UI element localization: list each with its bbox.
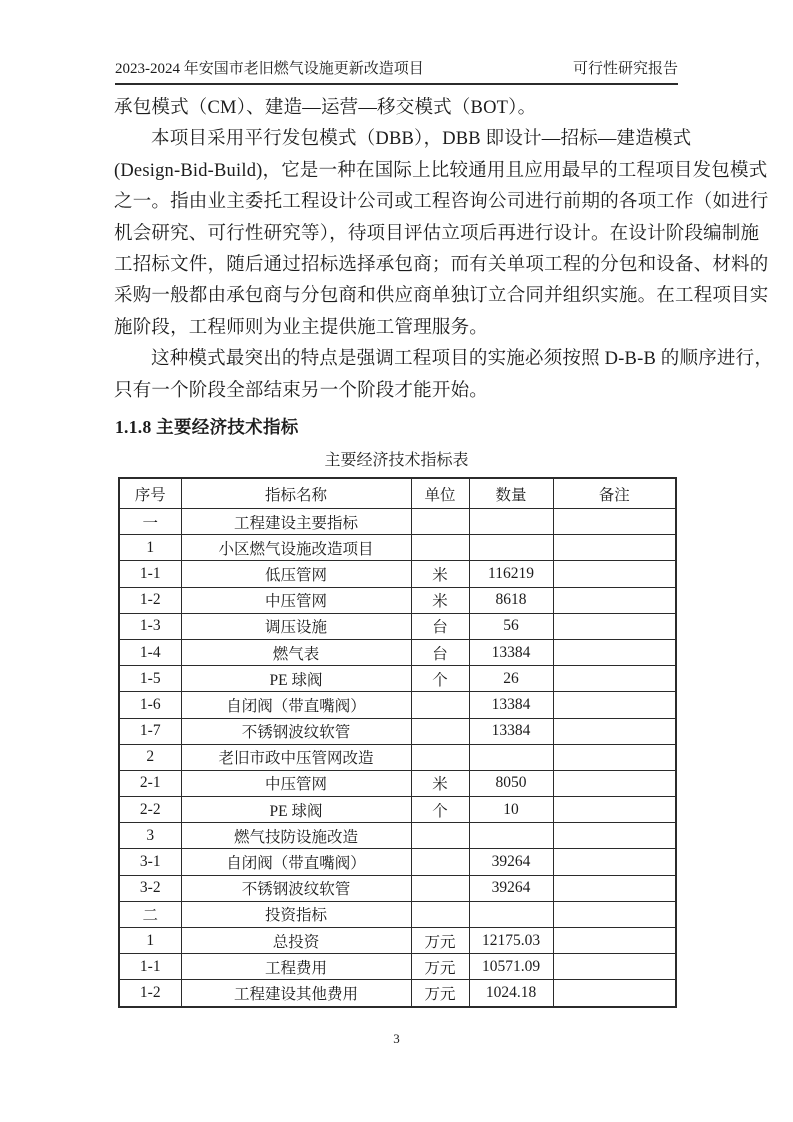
table-cell: 二	[119, 901, 181, 927]
table-row	[119, 639, 676, 665]
table-cell: 2-2	[119, 797, 181, 823]
table-cell: 万元	[411, 928, 469, 954]
table-cell: 个	[411, 797, 469, 823]
table-cell: 米	[411, 561, 469, 587]
table-cell	[469, 535, 553, 561]
table-cell: 工程建设主要指标	[181, 509, 411, 535]
table-cell: 1-7	[119, 718, 181, 744]
table-cell: 个	[411, 666, 469, 692]
table-cell: 1024.18	[469, 980, 553, 1007]
table-cell: 3-2	[119, 875, 181, 901]
table-cell: 自闭阀（带直嘴阀）	[181, 692, 411, 718]
page-number: 3	[393, 1031, 400, 1046]
table-row	[119, 718, 676, 744]
body-line: 这种模式最突出的特点是强调工程项目的实施必须按照 D-B-B 的顺序进行，	[151, 349, 774, 370]
table-cell	[553, 639, 676, 665]
table-cell	[553, 770, 676, 796]
table-row	[119, 744, 676, 770]
table-row	[119, 666, 676, 692]
table-cell: 13384	[469, 692, 553, 718]
table-cell: 老旧市政中压管网改造	[181, 744, 411, 770]
table-title: 主要经济技术指标表	[324, 452, 469, 469]
table-cell	[411, 535, 469, 561]
table-cell	[553, 692, 676, 718]
body-line: 施阶段，工程师则为业主提供施工管理服务。	[114, 317, 489, 338]
table-cell	[411, 823, 469, 849]
column-header: 数量	[469, 478, 553, 509]
body-line: 机会研究、可行性研究等），待项目评估立项后再进行设计。在设计阶段编制施	[114, 223, 760, 244]
table-cell	[553, 509, 676, 535]
table-cell: 米	[411, 587, 469, 613]
indicators-table-body	[119, 509, 676, 1007]
table-cell: 1-1	[119, 561, 181, 587]
table-cell: 低压管网	[181, 561, 411, 587]
table-cell: 工程费用	[181, 954, 411, 980]
table-cell: 39264	[469, 875, 553, 901]
table-cell	[469, 744, 553, 770]
page-header	[115, 57, 678, 85]
table-cell: 1-4	[119, 639, 181, 665]
table-cell	[411, 744, 469, 770]
table-cell: 一	[119, 509, 181, 535]
table-cell: 中压管网	[181, 587, 411, 613]
table-cell: 万元	[411, 954, 469, 980]
table-cell: 工程建设其他费用	[181, 980, 411, 1007]
table-cell: 26	[469, 666, 553, 692]
table-row	[119, 535, 676, 561]
table-cell	[553, 613, 676, 639]
table-row	[119, 770, 676, 796]
body-line: 工招标文件，随后通过招标选择承包商；而有关单项工程的分包和设备、材料的	[114, 254, 769, 275]
table-cell: 万元	[411, 980, 469, 1007]
table-cell: 10	[469, 797, 553, 823]
table-cell	[553, 928, 676, 954]
table-cell	[553, 954, 676, 980]
table-cell: 10571.09	[469, 954, 553, 980]
table-cell: 燃气表	[181, 639, 411, 665]
body-line: 采购一般都由承包商与分包商和供应商单独订立合同并组织实施。在工程项目实	[114, 286, 769, 307]
table-row	[119, 561, 676, 587]
table-row	[119, 875, 676, 901]
header-project-title: 2023-2024 年安国市老旧燃气设施更新改造项目	[115, 61, 424, 77]
header-row	[119, 478, 676, 509]
table-cell: 燃气技防设施改造	[181, 823, 411, 849]
table-cell	[411, 875, 469, 901]
table-cell: 1-6	[119, 692, 181, 718]
table-cell: 13384	[469, 639, 553, 665]
table-cell: 3	[119, 823, 181, 849]
table-cell	[411, 901, 469, 927]
table-row	[119, 587, 676, 613]
table-cell	[553, 849, 676, 875]
table-cell	[469, 901, 553, 927]
table-cell	[411, 849, 469, 875]
section-heading: 1.1.8 主要经济技术指标	[115, 417, 299, 437]
table-cell	[553, 587, 676, 613]
table-row	[119, 509, 676, 535]
table-row	[119, 849, 676, 875]
table-row	[119, 797, 676, 823]
table-row	[119, 954, 676, 980]
table-row	[119, 692, 676, 718]
table-row	[119, 823, 676, 849]
indicators-table	[118, 477, 677, 1008]
table-cell: 56	[469, 613, 553, 639]
table-cell: 台	[411, 613, 469, 639]
table-cell	[553, 875, 676, 901]
table-cell: 自闭阀（带直嘴阀）	[181, 849, 411, 875]
table-cell: 不锈钢波纹软管	[181, 718, 411, 744]
table-cell	[411, 692, 469, 718]
table-cell: 1-2	[119, 980, 181, 1007]
table-cell: 调压设施	[181, 613, 411, 639]
table-cell	[553, 561, 676, 587]
table-cell: 不锈钢波纹软管	[181, 875, 411, 901]
table-row	[119, 613, 676, 639]
column-header: 备注	[553, 478, 676, 509]
table-cell	[553, 823, 676, 849]
table-cell	[553, 980, 676, 1007]
table-cell: 1	[119, 928, 181, 954]
table-cell: 投资指标	[181, 901, 411, 927]
table-cell: 中压管网	[181, 770, 411, 796]
body-line: (Design-Bid-Build)，它是一种在国际上比较通用且应用最早的工程项目发包模式	[114, 160, 768, 181]
table-cell: 1-2	[119, 587, 181, 613]
column-header: 指标名称	[181, 478, 411, 509]
table-cell: 1-1	[119, 954, 181, 980]
table-cell: 8050	[469, 770, 553, 796]
table-cell: 2	[119, 744, 181, 770]
table-cell	[553, 718, 676, 744]
table-cell: PE 球阀	[181, 797, 411, 823]
body-line: 之一。指由业主委托工程设计公司或工程咨询公司进行前期的各项工作（如进行	[114, 192, 769, 213]
table-cell: 总投资	[181, 928, 411, 954]
table-row	[119, 928, 676, 954]
indicators-table-head	[119, 478, 676, 509]
table-cell: 2-1	[119, 770, 181, 796]
table-row	[119, 980, 676, 1007]
table-cell	[469, 509, 553, 535]
body-line: 只有一个阶段全部结束另一个阶段才能开始。	[114, 380, 489, 401]
table-cell: 3-1	[119, 849, 181, 875]
table-cell	[553, 901, 676, 927]
table-cell: 台	[411, 639, 469, 665]
table-cell: 米	[411, 770, 469, 796]
header-doc-type: 可行性研究报告	[572, 61, 678, 77]
table-cell: 8618	[469, 587, 553, 613]
column-header: 单位	[411, 478, 469, 509]
column-header: 序号	[119, 478, 181, 509]
body-text	[114, 93, 774, 407]
table-cell	[553, 744, 676, 770]
table-cell: 116219	[469, 561, 553, 587]
table-cell: PE 球阀	[181, 666, 411, 692]
table-row	[119, 901, 676, 927]
table-cell	[411, 509, 469, 535]
table-cell: 1	[119, 535, 181, 561]
table-cell	[553, 797, 676, 823]
table-cell: 1-3	[119, 613, 181, 639]
table-cell: 13384	[469, 718, 553, 744]
body-line: 本项目采用平行发包模式（DBB），DBB 即设计—招标—建造模式	[151, 129, 692, 150]
table-cell: 小区燃气设施改造项目	[181, 535, 411, 561]
table-cell	[469, 823, 553, 849]
table-cell	[553, 535, 676, 561]
table-cell	[411, 718, 469, 744]
table-cell: 39264	[469, 849, 553, 875]
table-cell	[553, 666, 676, 692]
body-line: 承包模式（CM）、建造—运营—移交模式（BOT）。	[114, 98, 537, 118]
table-cell: 1-5	[119, 666, 181, 692]
table-cell: 12175.03	[469, 928, 553, 954]
